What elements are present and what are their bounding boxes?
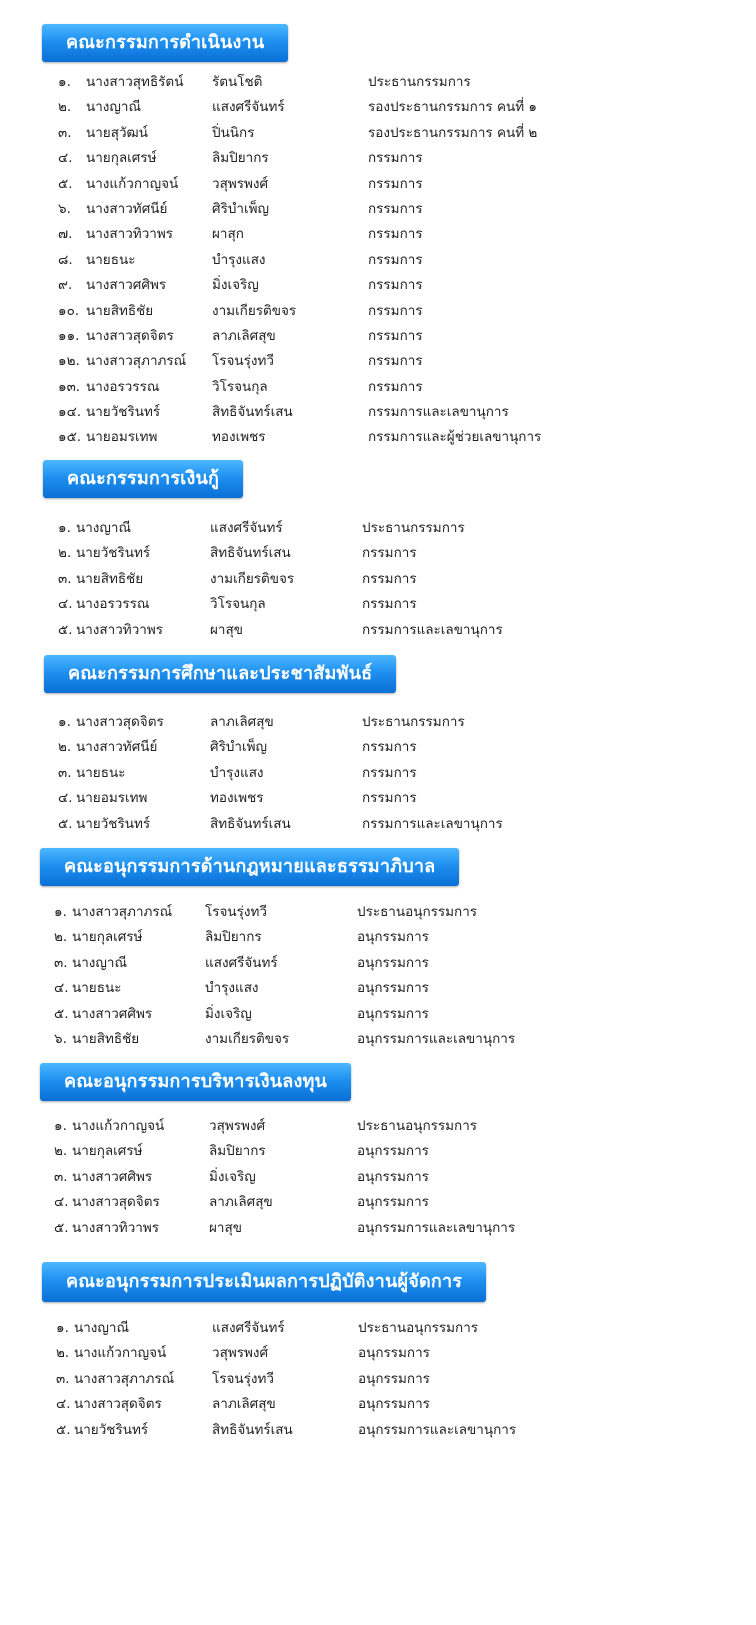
member-role: อนุกรรมการ	[357, 1005, 429, 1022]
member-surname: สิทธิจันทร์เสน	[210, 545, 291, 562]
member-name: นางแก้วกาญจน์	[72, 1118, 165, 1134]
member-surname: ลาภเลิศสุข	[212, 1396, 276, 1413]
member-name: นางสาวทิวาพร	[76, 621, 164, 638]
member-list	[0, 1114, 756, 1241]
member-number: ๓.	[56, 1370, 70, 1387]
member-number: ๔.	[56, 1396, 71, 1413]
member-surname: มิ่งเจริญ	[205, 1005, 252, 1022]
member-number: ๑๔.	[58, 404, 82, 421]
member-number: ๒.	[54, 1143, 68, 1160]
member-row	[0, 976, 756, 1001]
member-role: อนุกรรมการ	[357, 1168, 429, 1185]
member-number: ๓.	[54, 1168, 68, 1185]
member-surname: ศิริบำเพ็ญ	[212, 200, 269, 217]
member-surname: มิ่งเจริญ	[212, 277, 259, 294]
member-surname: วสุพรพงศ์	[209, 1118, 266, 1134]
member-name: นางสาวศศิพร	[72, 1168, 153, 1185]
member-row	[0, 710, 756, 735]
member-row	[0, 222, 756, 247]
member-name: นางญาณี	[86, 99, 142, 116]
member-number: ๖.	[54, 1030, 67, 1047]
member-row	[0, 567, 756, 592]
member-number: ๖.	[58, 200, 71, 217]
member-row	[0, 1316, 756, 1341]
member-name: นางอรวรรณ	[76, 596, 150, 613]
member-row	[0, 70, 756, 95]
member-row	[0, 1114, 756, 1139]
member-name: นายสิทธิชัย	[76, 570, 144, 587]
member-number: ๓.	[58, 764, 72, 781]
member-name: นายอมรเทพ	[86, 429, 158, 446]
member-number: ๓.	[58, 124, 72, 141]
member-name: นางสาวศศิพร	[72, 1005, 153, 1022]
member-name: นางสาวสุดจิตร	[76, 714, 164, 730]
member-name: นางสาวสุดจิตร	[86, 327, 174, 344]
member-role: ประธานกรรมการ	[368, 74, 471, 90]
member-number: ๗.	[58, 226, 73, 243]
member-list	[0, 900, 756, 1052]
member-row	[0, 618, 756, 643]
member-number: ๔.	[58, 596, 73, 613]
member-row	[0, 761, 756, 786]
member-surname: ลาภเลิศสุข	[212, 327, 276, 344]
section-header: คณะกรรมการดำเนินงาน	[42, 24, 288, 62]
member-row	[0, 951, 756, 976]
member-number: ๑๑.	[58, 327, 80, 344]
member-surname: ทองเพชร	[212, 429, 266, 446]
member-number: ๑.	[54, 1118, 67, 1134]
member-number: ๙.	[58, 277, 73, 294]
member-surname: ผาสุก	[212, 226, 244, 243]
member-row	[0, 1392, 756, 1417]
member-row	[0, 1367, 756, 1392]
member-surname: แสงศรีจันทร์	[210, 520, 283, 536]
member-role: กรรมการ	[362, 739, 417, 756]
member-name: นางสาวทัศนีย์	[86, 200, 168, 217]
member-name: นายธนะ	[86, 251, 136, 268]
member-surname: สิทธิจันทร์เสน	[210, 815, 291, 832]
member-name: นายกุลเศรษ์	[72, 1143, 143, 1160]
member-row	[0, 516, 756, 541]
member-role: ประธานกรรมการ	[362, 714, 465, 730]
section-header: คณะอนุกรรมการด้านกฎหมายและธรรมาภิบาล	[40, 848, 459, 886]
member-name: นายวัชรินทร์	[76, 545, 151, 562]
member-surname: ผาสุข	[209, 1219, 242, 1236]
member-role: กรรมการ	[368, 277, 423, 294]
member-role: กรรมการ	[362, 545, 417, 562]
member-number: ๓.	[54, 954, 68, 971]
member-role: อนุกรรมการ	[357, 929, 429, 946]
member-name: นายกุลเศรษ์	[86, 150, 157, 167]
member-row	[0, 273, 756, 298]
member-role: กรรมการ	[368, 175, 423, 192]
member-row	[0, 248, 756, 273]
member-number: ๕.	[58, 815, 73, 832]
member-surname: ลิมปิยากร	[209, 1143, 266, 1160]
member-surname: ลิมปิยากร	[212, 150, 269, 167]
member-row	[0, 172, 756, 197]
member-row	[0, 349, 756, 374]
member-surname: ผาสุข	[210, 621, 243, 638]
member-role: กรรมการและเลขานุการ	[368, 404, 509, 421]
member-row	[0, 1216, 756, 1241]
member-role: กรรมการ	[368, 150, 423, 167]
member-row	[0, 299, 756, 324]
member-row	[0, 146, 756, 171]
member-surname: สิทธิจันทร์เสน	[212, 1421, 293, 1438]
member-name: นางสาวสุดจิตร	[72, 1194, 160, 1211]
member-surname: แสงศรีจันทร์	[205, 954, 278, 971]
member-role: อนุกรรมการ	[357, 954, 429, 971]
member-role: กรรมการ	[368, 353, 423, 370]
member-number: ๕.	[54, 1005, 69, 1022]
member-row	[0, 95, 756, 120]
member-name: นางสาวทัศนีย์	[76, 739, 158, 756]
member-role: กรรมการและเลขานุการ	[362, 621, 503, 638]
member-number: ๔.	[58, 790, 73, 807]
member-surname: สิทธิจันทร์เสน	[212, 404, 293, 421]
member-row	[0, 925, 756, 950]
member-role: กรรมการ	[362, 596, 417, 613]
member-number: ๒.	[58, 739, 72, 756]
member-row	[0, 1190, 756, 1215]
member-name: นายวัชรินทร์	[74, 1421, 149, 1438]
member-row	[0, 812, 756, 837]
member-number: ๔.	[54, 980, 69, 997]
member-row	[0, 1027, 756, 1052]
member-row	[0, 786, 756, 811]
member-name: นางสาวสุภาภรณ์	[86, 353, 187, 370]
member-role: อนุกรรมการ	[357, 1194, 429, 1211]
member-number: ๑.	[54, 904, 67, 920]
member-number: ๔.	[54, 1194, 69, 1211]
member-row	[0, 592, 756, 617]
member-role: อนุกรรมการ	[358, 1396, 430, 1413]
member-role: ประธานอนุกรรมการ	[357, 1118, 478, 1134]
member-surname: ลิมปิยากร	[205, 929, 262, 946]
member-role: อนุกรรมการ	[358, 1370, 430, 1387]
member-row	[0, 375, 756, 400]
member-number: ๑๕.	[58, 429, 82, 446]
member-surname: มิ่งเจริญ	[209, 1168, 256, 1185]
section-header: คณะอนุกรรมการประเมินผลการปฏิบัติงานผู้จัดการ	[42, 1262, 486, 1302]
member-surname: บำรุงแสง	[205, 980, 259, 997]
member-role: กรรมการ	[362, 790, 417, 807]
member-role: อนุกรรมการและเลขานุการ	[357, 1030, 516, 1047]
member-number: ๑.	[58, 74, 71, 90]
member-surname: แสงศรีจันทร์	[212, 1320, 285, 1336]
member-row	[0, 121, 756, 146]
member-name: นางสาวทิวาพร	[86, 226, 174, 243]
member-row	[0, 197, 756, 222]
member-role: รองประธานกรรมการ คนที่ ๑	[368, 99, 537, 116]
member-surname: บำรุงแสง	[210, 764, 264, 781]
member-role: กรรมการ	[368, 200, 423, 217]
member-surname: บำรุงแสง	[212, 251, 266, 268]
member-role: รองประธานกรรมการ คนที่ ๒	[368, 124, 538, 141]
member-name: นายวัชรินทร์	[76, 815, 151, 832]
member-name: นายสิทธิชัย	[72, 1030, 140, 1047]
member-surname: งามเกียรติขจร	[210, 570, 295, 587]
member-surname: งามเกียรติขจร	[212, 302, 297, 319]
member-name: นายธนะ	[72, 980, 122, 997]
member-role: กรรมการ	[362, 764, 417, 781]
member-surname: ศิริบำเพ็ญ	[210, 739, 267, 756]
member-number: ๕.	[58, 175, 73, 192]
member-number: ๘.	[58, 251, 73, 268]
section-header: คณะอนุกรรมการบริหารเงินลงทุน	[40, 1063, 351, 1101]
member-name: นางอรวรรณ	[86, 378, 160, 395]
member-name: นายสุวัฒน์	[86, 124, 148, 141]
member-name: นางญาณี	[76, 520, 132, 536]
member-surname: งามเกียรติขจร	[205, 1030, 290, 1047]
member-role: อนุกรรมการ	[357, 1143, 429, 1160]
member-surname: วิโรจนกุล	[210, 596, 266, 613]
member-name: นางสาวศศิพร	[86, 277, 167, 294]
member-number: ๕.	[56, 1421, 71, 1438]
member-number: ๕.	[58, 621, 73, 638]
member-row	[0, 1418, 756, 1443]
member-surname: วสุพรพงศ์	[212, 175, 269, 192]
member-role: ประธานอนุกรรมการ	[357, 904, 478, 920]
member-role: กรรมการและผู้ช่วยเลขานุการ	[368, 429, 542, 446]
member-row	[0, 324, 756, 349]
member-role: กรรมการ	[362, 570, 417, 587]
member-name: นายกุลเศรษ์	[72, 929, 143, 946]
member-role: ประธานกรรมการ	[362, 520, 465, 536]
member-row	[0, 400, 756, 425]
member-surname: ลาภเลิศสุข	[209, 1194, 273, 1211]
member-surname: ลาภเลิศสุข	[210, 714, 274, 730]
member-name: นางสาวทิวาพร	[72, 1219, 160, 1236]
member-number: ๕.	[54, 1219, 69, 1236]
member-surname: โรจนรุ่งทวี	[212, 1370, 274, 1387]
member-role: ประธานอนุกรรมการ	[358, 1320, 479, 1336]
member-surname: ทองเพชร	[210, 790, 264, 807]
member-number: ๔.	[58, 150, 73, 167]
member-list	[0, 710, 756, 837]
member-role: กรรมการ	[368, 226, 423, 243]
member-number: ๑๓.	[58, 378, 81, 395]
member-name: นายอมรเทพ	[76, 790, 148, 807]
member-name: นางญาณี	[74, 1320, 130, 1336]
section-header: คณะกรรมการเงินกู้	[43, 460, 243, 498]
member-number: ๑๒.	[58, 353, 80, 370]
member-number: ๒.	[58, 545, 72, 562]
member-number: ๑๐.	[58, 302, 80, 319]
member-list	[0, 516, 756, 643]
member-name: นางแก้วกาญจน์	[86, 175, 179, 192]
member-number: ๑.	[58, 714, 71, 730]
member-row	[0, 1002, 756, 1027]
member-name: นางสาวสุทธิรัตน์	[86, 74, 184, 90]
member-role: กรรมการ	[368, 251, 423, 268]
member-number: ๑.	[56, 1320, 69, 1336]
member-row	[0, 1165, 756, 1190]
member-row	[0, 735, 756, 760]
member-role: กรรมการ	[368, 327, 423, 344]
member-number: ๒.	[54, 929, 68, 946]
member-surname: วสุพรพงศ์	[212, 1345, 269, 1362]
member-role: อนุกรรมการ	[357, 980, 429, 997]
member-name: นางสาวสุภาภรณ์	[74, 1370, 175, 1387]
member-list	[0, 70, 756, 451]
member-number: ๑.	[58, 520, 71, 536]
member-row	[0, 1341, 756, 1366]
member-name: นางแก้วกาญจน์	[74, 1345, 167, 1362]
section-header: คณะกรรมการศึกษาและประชาสัมพันธ์	[44, 655, 396, 693]
member-name: นายสิทธิชัย	[86, 302, 154, 319]
member-surname: โรจนรุ่งทวี	[205, 904, 267, 920]
member-row	[0, 541, 756, 566]
member-role: อนุกรรมการและเลขานุการ	[358, 1421, 517, 1438]
member-name: นายธนะ	[76, 764, 126, 781]
member-name: นางสาวสุภาภรณ์	[72, 904, 173, 920]
member-role: กรรมการและเลขานุการ	[362, 815, 503, 832]
member-number: ๓.	[58, 570, 72, 587]
member-role: อนุกรรมการ	[358, 1345, 430, 1362]
member-name: นายวัชรินทร์	[86, 404, 161, 421]
member-number: ๒.	[56, 1345, 70, 1362]
member-row	[0, 1139, 756, 1164]
member-surname: ปิ่นนิกร	[212, 124, 255, 141]
member-role: กรรมการ	[368, 302, 423, 319]
member-list	[0, 1316, 756, 1443]
member-role: กรรมการ	[368, 378, 423, 395]
member-surname: วิโรจนกุล	[212, 378, 268, 395]
member-name: นางญาณี	[72, 954, 128, 971]
member-number: ๒.	[58, 99, 72, 116]
member-role: อนุกรรมการและเลขานุการ	[357, 1219, 516, 1236]
member-surname: แสงศรีจันทร์	[212, 99, 285, 116]
member-name: นางสาวสุดจิตร	[74, 1396, 162, 1413]
member-surname: โรจนรุ่งทวี	[212, 353, 274, 370]
member-row	[0, 900, 756, 925]
member-surname: รัตนโชติ	[212, 74, 263, 90]
member-row	[0, 425, 756, 450]
